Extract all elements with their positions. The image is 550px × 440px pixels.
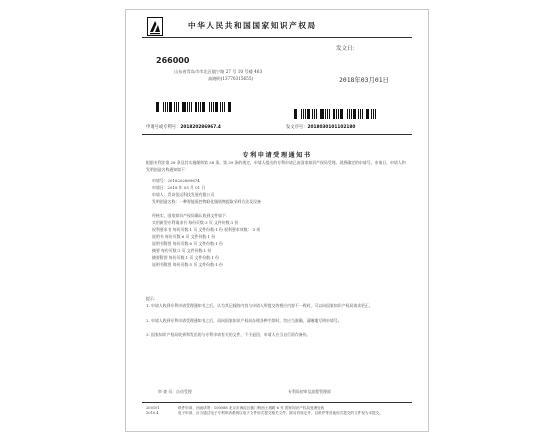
doc-item: 实用新型专利请求书 每份页数:3 页 文件份数:1 份 xyxy=(152,220,239,225)
serial-number-row xyxy=(286,124,355,130)
cnipa-logo-icon xyxy=(147,17,163,36)
reviewer-name: 自动受理 xyxy=(176,389,192,394)
serial-number-label: 发文序号： xyxy=(286,125,308,130)
ids-rule xyxy=(142,134,412,135)
field-applicant: 申请人：青岛恒远科技发展有限公司 xyxy=(152,192,215,197)
department-name: 专利局初审及流程管理部 xyxy=(288,389,331,394)
field-application-number: 申请号：2018202869674 xyxy=(152,178,200,183)
notes-heading: 提示： xyxy=(146,296,158,301)
serial-number: 2018030101102180 xyxy=(307,125,356,130)
doc-item: 说明书 每份页数:6 页 文件份数:1 份 xyxy=(152,234,216,239)
document-barcode xyxy=(294,109,384,119)
recipient-address: 山东省青岛市市北区镇宁路 27 号 10 号楼 403 xyxy=(174,69,263,74)
doc-item: 说明书附图 每份页数:6 页 文件份数:1 份 xyxy=(152,241,223,246)
doc-item: 权利要求书 每份页数:1 页 文件份数:1 份 权利要求项数： 3 项 xyxy=(152,227,261,232)
postal-code: 266000 xyxy=(156,56,190,65)
barcode-bar xyxy=(378,109,379,119)
notice-page xyxy=(125,9,429,432)
footer-line: 电子申请，应当通过电子专利申请系统以电子文件形式提交相关文件。除另有规定外，以纸件等其他形式提交的文件视为未提交。 xyxy=(178,411,383,415)
footer-line: 纸件申请，回函请寄：100088 北京市海淀区蓟门桥西土城路 6 号 国家知识产权局受理处收 xyxy=(178,406,325,410)
field-invention-title: 发明创造名称：一种智能质控物联化脂肪物提取采样方法及设备 xyxy=(152,199,261,204)
note-item: 2. 申请人收到专利申请受理通知书之后，再向国家知识产权局办理各种手续时，均应当准确、清晰地写明申请号。 xyxy=(146,318,342,323)
field-application-date: 申请日：2018 年 03 月 01 日 xyxy=(152,185,206,190)
doc-item: 说明书附图 每份页数:5 页 文件份数:1 份 xyxy=(152,262,223,267)
application-number: 201820286967.4 xyxy=(180,125,221,130)
notice-title: 专利申请受理通知书 xyxy=(242,152,312,159)
docs-heading: 经核实，国家知识产权局确认收到文件如下： xyxy=(152,213,230,218)
header-rule xyxy=(142,37,412,38)
footer-rule xyxy=(142,402,412,403)
sent-date-stamp: 2018年03月01日 xyxy=(339,76,389,84)
reviewer-label: 审 查 员： xyxy=(158,389,177,394)
barcode-bar xyxy=(231,102,233,112)
doc-item: 摘要附图 每份页数:1 页 文件份数:1 份 xyxy=(152,255,219,260)
application-number-label: 申请号或专利号： xyxy=(146,125,181,130)
office-name: 中华人民共和国国家知识产权局 xyxy=(188,21,317,30)
recipient-contact: 高晓明(13770315655) xyxy=(208,76,254,81)
note-item: 1. 申请人收到专利申请受理通知书之后，认为其记载的内容与申请人所提交的相应内容不一致时，可以向国家知识产权局请求更正。 xyxy=(146,303,373,308)
doc-item: 摘要 每份页数:1 页 文件份数:1 份 xyxy=(152,248,212,253)
intro-paragraph: 根据专利法第 28 条及其实施细则第 38 条、第 39 条的规定，申请人提出的专利申请已由国家知识产权局受理。现将确定的申请号、申请日、申请人和发明创造名称通知如下： xyxy=(146,160,406,172)
footer-code: 200101 xyxy=(146,406,160,410)
sent-date-label: 发文日： xyxy=(336,46,359,52)
footer-code: 2010.4 xyxy=(146,411,159,415)
recipient-barcode xyxy=(156,102,236,112)
note-item: 3. 国家知识产权局收到和发出的与专利申请有关的文件，不予退回，申请人应当自行留存备份。 xyxy=(146,332,311,337)
reviewer-row xyxy=(158,389,192,395)
application-number-row xyxy=(146,124,221,130)
